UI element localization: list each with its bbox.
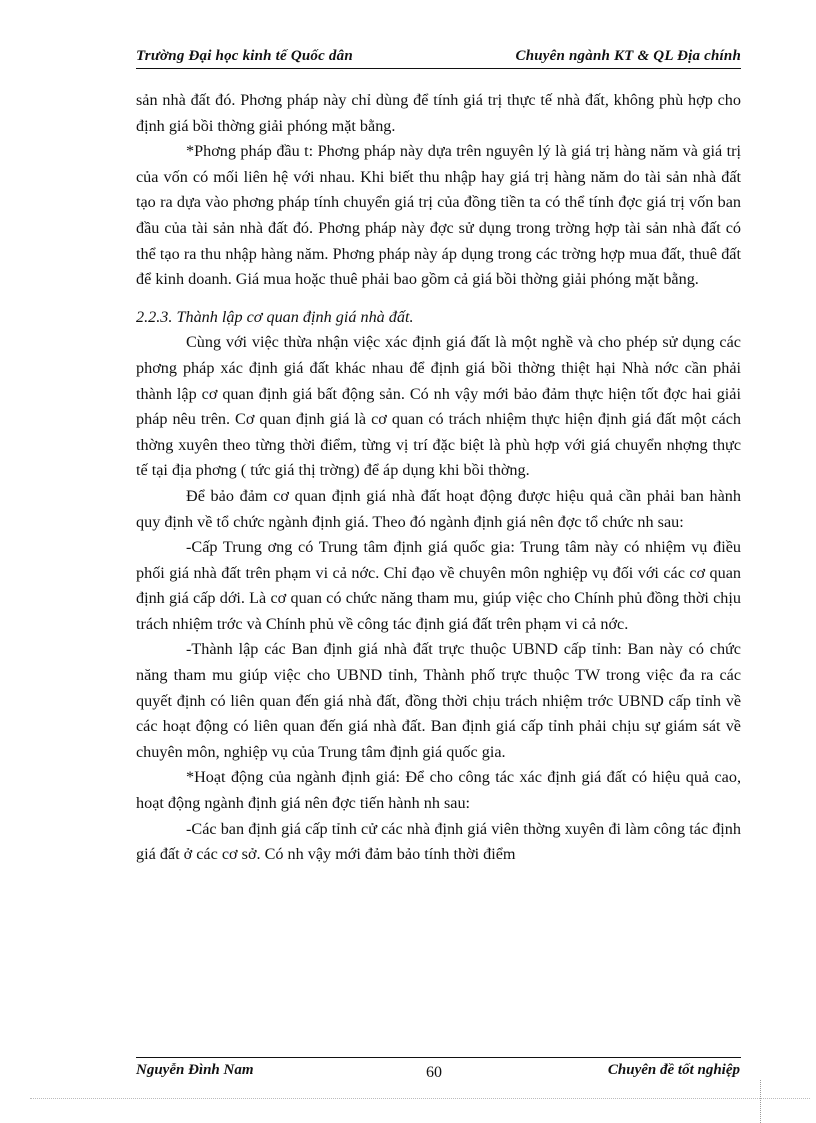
- paragraph-section-4: -Thành lập các Ban định giá nhà đất trực thuộc UBND cấp tỉnh: Ban này có chức năng tham mu giúp việc cho UBND tỉnh, Thành phố trực thuộc TW trong việc đa ra các quyết định có liên quan đến giá nhà đất, đồng thời chịu trách nhiệm trớc UBND cấp tỉnh về các hoạt động có liên quan đến giá nhà đất. Ban định giá cấp tỉnh phải chịu sự giám sát về chuyên môn, nghiệp vụ của Trung tâm định giá quốc gia.: [136, 640, 741, 761]
- page-header: [136, 48, 741, 69]
- footer-author: Nguyễn Đình Nam: [136, 1062, 254, 1078]
- header-school: Trường Đại học kinh tế Quốc dân: [136, 48, 353, 64]
- paragraph-section-5: *Hoạt động của ngành định giá: Để cho công tác xác định giá đất có hiệu quả cao, hoạt động ngành định giá nên đợc tiến hành nh sau:: [136, 768, 741, 813]
- paragraph-section-2: Để bảo đảm cơ quan định giá nhà đất hoạt động được hiệu quả cần phải ban hành quy định về tổ chức ngành định giá. Theo đó ngành định giá nên đợc tổ chức nh sau:: [136, 486, 741, 531]
- paragraph-continuation: sản nhà đất đó. Phơng pháp này chỉ dùng để tính giá trị thực tế nhà đất, không phù hợp cho định giá bồi thờng giải phóng mặt bằng.: [136, 91, 741, 135]
- page-number: 60: [426, 1064, 442, 1081]
- paragraph-section-6: -Các ban định giá cấp tỉnh cử các nhà định giá viên thờng xuyên đi làm công tác định giá đất ở các cơ sở. Có nh vậy mới đảm bảo tính thời điểm: [136, 819, 741, 864]
- paragraph-investment-method: *Phơng pháp đầu t: Phơng pháp này dựa trên nguyên lý là giá trị hàng năm và giá trị của vốn có mối liên hệ với nhau. Khi biết thu nhập hay giá trị hàng năm do tài sản nhà đất tạo ra dựa vào phơng pháp tính chuyển giá trị của đồng tiền ta có thể tính đợc giá trị vốn ban đầu của tài sản nhà đất đó. Phơng pháp này đợc sử dụng trong trờng hợp tài sản nhà đất có thể tạo ra thu nhập hàng năm. Phơng pháp này áp dụng trong các trờng hợp mua đất, thuê đất để kinh doanh. Giá mua hoặc thuê phải bao gồm cả giá bồi thờng giải phóng mặt bằng.: [136, 142, 741, 289]
- paragraph-section-1: Cùng với việc thừa nhận việc xác định giá đất là một nghề và cho phép sử dụng các phơng pháp xác định giá đất khác nhau để định giá bồi thờng thiệt hại Nhà nớc cần phải thành lập cơ quan định giá bất động sản. Có nh vậy mới bảo đảm thực hiện tốt đợc hai giải pháp nêu trên. Cơ quan định giá là cơ quan có trách nhiệm thực hiện định giá đất một cách thờng xuyên theo từng thời điểm, từng vị trí đặc biệt là phù hợp với giá chuyển nhợng thực tế tại địa phơng ( tức giá thị trờng) để áp dụng khi bồi thờng.: [136, 333, 741, 480]
- footer-title: Chuyên đề tốt nghiệp: [607, 1062, 740, 1078]
- footer-divider: [136, 1057, 741, 1058]
- header-major: Chuyên ngành KT & QL Địa chính: [515, 48, 741, 64]
- page-corner-dotted-line: [760, 1080, 761, 1123]
- section-heading: 2.2.3. Thành lập cơ quan định giá nhà đất.: [136, 307, 414, 326]
- page-body: [136, 88, 741, 868]
- page-edge-dotted-line: [30, 1098, 810, 1099]
- paragraph-section-3: -Cấp Trung ơng có Trung tâm định giá quốc gia: Trung tâm này có nhiệm vụ điều phối giá nhà đất trên phạm vi cả nớc. Chỉ đạo về chuyên môn nghiệp vụ đối với các cơ quan định giá cấp dới. Là cơ quan có chức năng tham mu, giúp việc cho Chính phủ đồng thời chịu trách nhiệm trớc và Chính phủ về công tác định giá đất trên phạm vi cả nớc.: [136, 538, 741, 633]
